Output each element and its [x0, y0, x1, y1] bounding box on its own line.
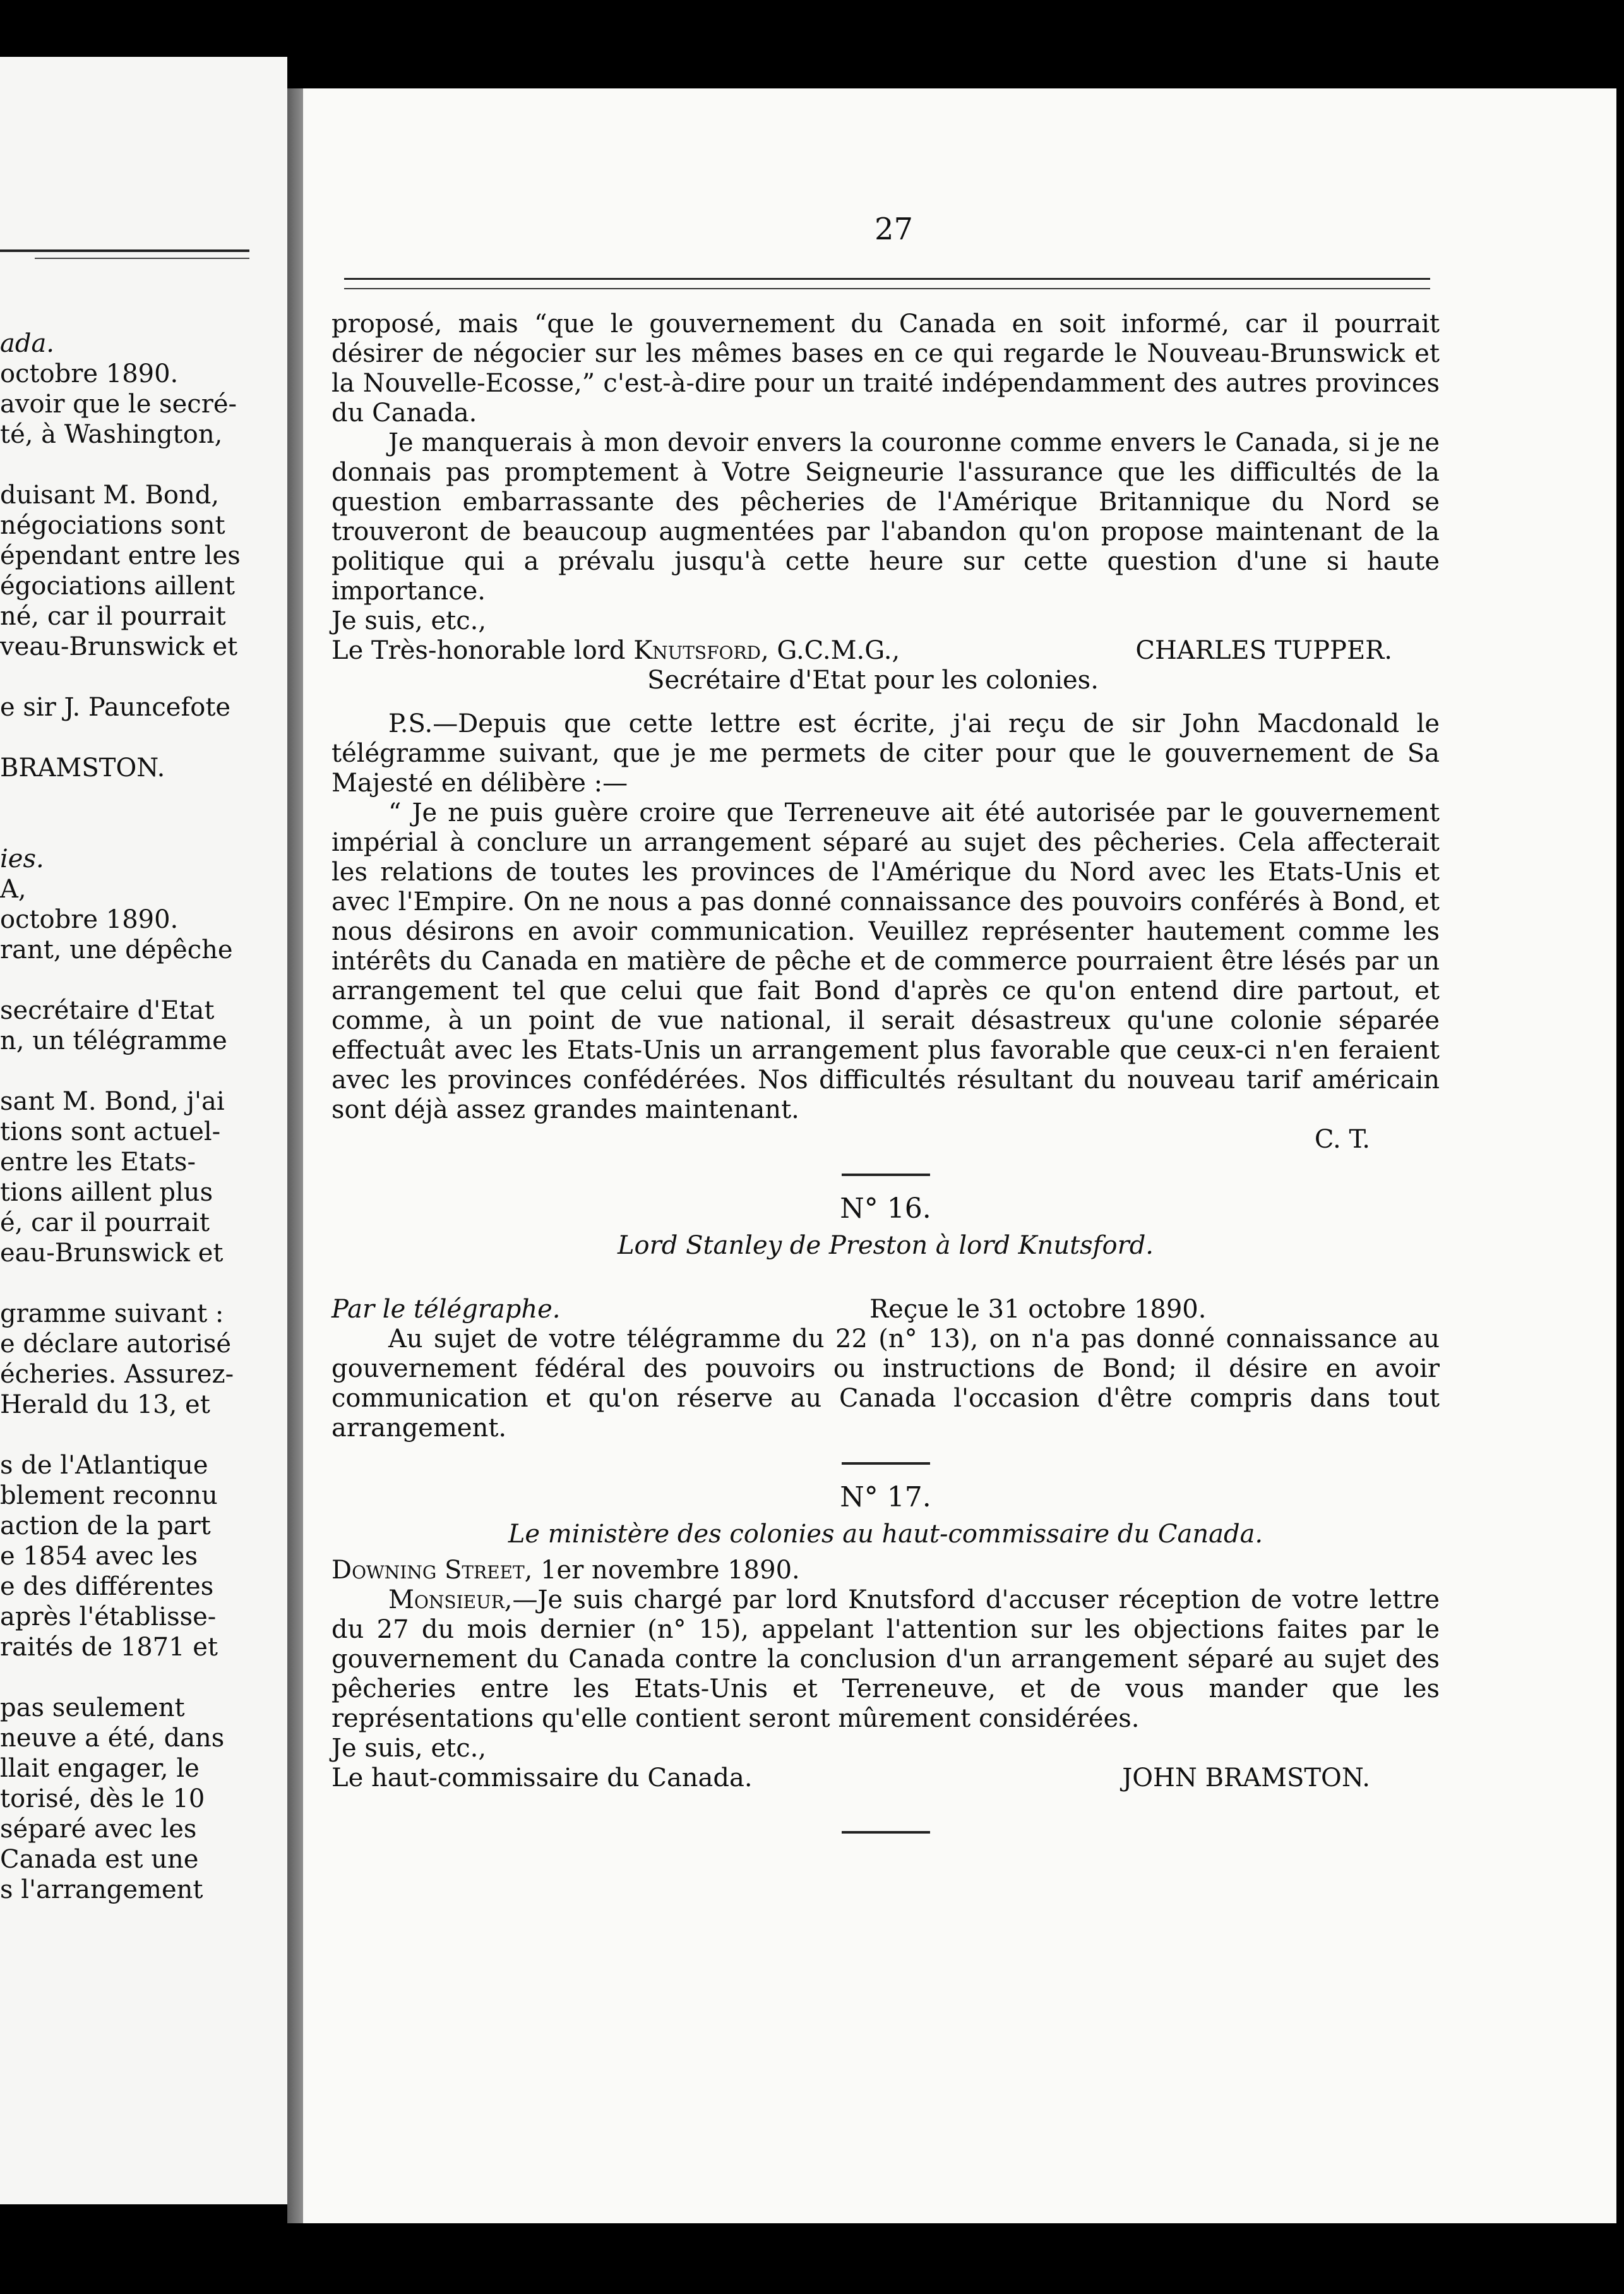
left-page-line: écheries. Assurez- — [0, 1360, 234, 1389]
section-divider — [842, 1174, 930, 1176]
addressee-17: Le haut-commissaire du Canada. — [331, 1763, 753, 1793]
header-rule — [344, 278, 1430, 280]
continuation-paragraph: proposé, mais “que le gouvernement du Canada en soit informé, car il pourrait désirer de négocier sur les mêmes bases en ce qui regarde le Nouveau-Brunswick et la Nouvelle-Ecosse,” c'est-à-dire pour un traité indépendamment des autres provinces du Canada. — [331, 309, 1440, 428]
left-page-line — [0, 814, 287, 844]
body-paragraph: Je manquerais à mon devoir envers la couronne comme envers le Canada, si je ne donnais pas promptement à Votre Seigneurie l'assurance que les difficultés de la question embarrassante des pêcheries de l'Amérique Britannique du Nord se trouveront de beaucoup augmentées par l'abandon qu'on propose maintenant de la politique qui a prévalu jusqu'à cette heure sur cette question d'une si haute importance. — [331, 428, 1440, 606]
left-page-line: s l'arrangement — [0, 1875, 203, 1904]
document-title-17: Le ministère des colonies au haut-commissaire du Canada. — [508, 1520, 1263, 1549]
initials: C. T. — [1314, 1125, 1370, 1154]
left-page-line: e des différentes — [0, 1572, 214, 1601]
left-page-line: gramme suivant : — [0, 1299, 224, 1328]
left-page-line: n, un télégramme — [0, 1026, 227, 1055]
left-header-rule-thin — [35, 258, 249, 259]
left-page-line: Canada est une — [0, 1845, 199, 1874]
page-content — [331, 309, 1440, 1851]
left-page-line — [0, 723, 287, 753]
page-number: 27 — [875, 212, 914, 247]
left-page-fragment — [0, 57, 287, 2204]
dateline-17 — [331, 1556, 1440, 1585]
left-page-line: veau-Brunswick et — [0, 632, 238, 661]
left-page-line: eau-Brunswick et — [0, 1239, 224, 1268]
received-date: Reçue le 31 octobre 1890. — [869, 1295, 1207, 1324]
signature-row-17 — [331, 1763, 1440, 1793]
left-page-line: torisé, dès le 10 — [0, 1784, 205, 1813]
left-page-line — [0, 1420, 287, 1450]
left-page-line: action de la part — [0, 1511, 211, 1540]
left-page-line: né, car il pourrait — [0, 602, 226, 631]
left-page-line — [0, 1056, 287, 1086]
left-page-line: pas seulement — [0, 1693, 185, 1722]
left-page-line: duisant M. Bond, — [0, 481, 220, 510]
signature-17: JOHN BRAMSTON. — [1122, 1763, 1370, 1793]
left-page-line: e déclare autorisé — [0, 1330, 232, 1359]
left-page-line: sant M. Bond, j'ai — [0, 1087, 225, 1116]
letter-closing: Je suis, etc., — [331, 606, 487, 635]
left-page-line: égociations aillent — [0, 572, 236, 601]
left-page-line: e 1854 avec les — [0, 1542, 198, 1571]
left-page-text — [0, 328, 287, 1905]
signature: CHARLES TUPPER. — [1135, 636, 1392, 665]
document-number-17: N° 17. — [840, 1481, 931, 1513]
left-page-line — [0, 662, 287, 692]
left-page-line: épendant entre les — [0, 541, 241, 570]
left-page-line: té, à Washington, — [0, 420, 223, 449]
postscript: P.S.—Depuis que cette lettre est écrite, j'ai reçu de sir John Macdonald le télégramme suivant, que je me permets de citer pour que le gouvernement de Sa Majesté en délibère :— — [331, 709, 1440, 798]
left-page-line: négociations sont — [0, 511, 225, 540]
section-divider — [842, 1462, 930, 1465]
left-page-line: Herald du 13, et — [0, 1390, 210, 1419]
left-page-line: rant, une dépêche — [0, 935, 233, 964]
left-page-line: entre les Etats- — [0, 1148, 196, 1177]
section-divider-end — [842, 1831, 930, 1834]
left-page-line — [0, 450, 287, 480]
document-body-16: Au sujet de votre télégramme du 22 (n° 13), on n'a pas donné connaissance au gouvernement fédéral des pouvoirs ou instructions de Bond; il désire en avoir communication et qu'on réserve au Canada l'occasion d'être compris dans tout arrangement. — [331, 1324, 1440, 1443]
left-page-line: octobre 1890. — [0, 905, 179, 934]
left-page-line: BRAMSTON. — [0, 754, 165, 783]
left-page-line: octobre 1890. — [0, 359, 179, 388]
signature-row — [331, 636, 1440, 666]
left-page-line: llait engager, le — [0, 1754, 200, 1783]
left-page-line: après l'établisse- — [0, 1602, 217, 1631]
document-number-16: N° 16. — [840, 1192, 931, 1225]
left-page-line — [0, 1268, 287, 1299]
left-page-line: é, car il pourrait — [0, 1208, 210, 1237]
left-page-line: blement reconnu — [0, 1481, 218, 1510]
left-page-line: tions sont actuel- — [0, 1117, 221, 1146]
left-page-line: neuve a été, dans — [0, 1724, 225, 1753]
left-page-line: avoir que le secré- — [0, 390, 237, 419]
left-header-rule — [0, 249, 249, 252]
left-page-line: e sir J. Pauncefote — [0, 693, 231, 722]
telegraph-note: Par le télégraphe. — [331, 1295, 561, 1324]
addressee: Le Très-honorable lord Knutsford, G.C.M.G., — [331, 636, 900, 665]
dateline-16 — [331, 1267, 1440, 1324]
place: Downing Street — [331, 1556, 525, 1585]
salutation: Monsieur — [388, 1585, 505, 1614]
left-page-line — [0, 965, 287, 995]
left-page-line: A, — [0, 875, 27, 904]
left-page-line: séparé avec les — [0, 1815, 197, 1844]
document-title-16: Lord Stanley de Preston à lord Knutsford. — [617, 1231, 1154, 1260]
left-page-line — [0, 1662, 287, 1693]
left-page-line: ada. — [0, 329, 55, 358]
left-page-line — [0, 783, 287, 814]
document-body-17: Monsieur,—Je suis chargé par lord Knutsford d'accuser réception de votre lettre du 27 du mois dernier (n° 15), appelant l'attention sur les objections faites par le gouvernement du Canada contre la conclusion d'un arrangement séparé au sujet des pêcheries entre les Etats-Unis et Terreneuve, et de vous mander que les représentations qu'elle contient seront mûrement considérées. — [331, 1585, 1440, 1733]
addressee-title: Secrétaire d'Etat pour les colonies. — [647, 666, 1099, 695]
left-page-line: raités de 1871 et — [0, 1633, 218, 1662]
left-page-line: ies. — [0, 844, 44, 874]
date: , 1er novembre 1890. — [524, 1556, 800, 1585]
addressee-name: Knutsford — [633, 636, 761, 665]
left-page-line: s de l'Atlantique — [0, 1451, 208, 1480]
left-page-line: secrétaire d'Etat — [0, 996, 215, 1025]
left-page-line: tions aillent plus — [0, 1178, 213, 1207]
header-rule-thin — [344, 288, 1430, 289]
letter-closing-17: Je suis, etc., — [331, 1734, 487, 1763]
telegram-quote: “ Je ne puis guère croire que Terreneuve ait été autorisée par le gouvernement impérial à conclure un arrangement séparé au sujet des pêcheries. Cela affecterait les relations de toutes les provinces de l'Amérique du Nord avec les Etats-Unis et avec l'Empire. On ne nous a pas donné connaissance des pouvoirs conférés à Bond, et nous désirons en avoir communication. Veuillez représenter hautement comme les intérêts du Canada en matière de pêche et de commerce pourraient être lésés par un arrangement tel que celui que fait Bond d'après ce qu'on entend dire partout, et comme, à un point de vue national, il serait désastreux qu'une colonie séparée effectuât avec les Etats-Unis un arrangement plus favorable que ceux-ci n'en feraient avec les provinces confédérées. Nos difficultés résultant du nouveau tarif américain sont déjà assez grandes maintenant. — [331, 798, 1440, 1124]
